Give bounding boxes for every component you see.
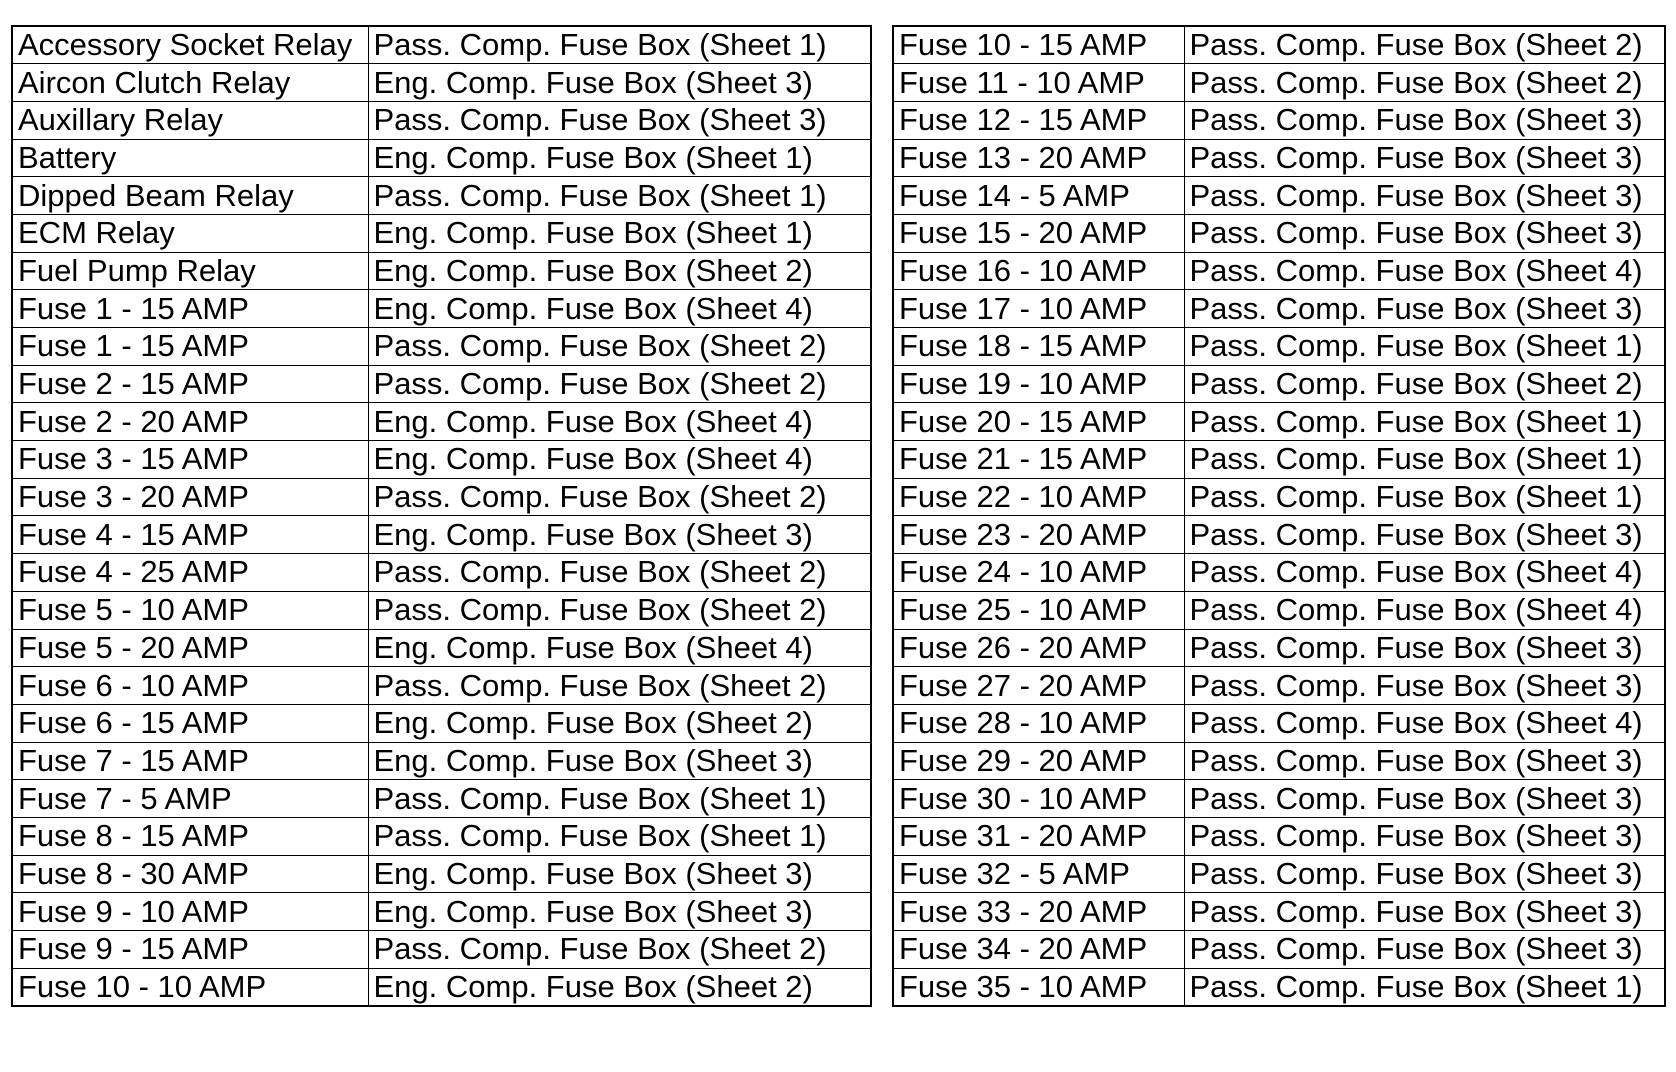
location-cell: Eng. Comp. Fuse Box (Sheet 4) xyxy=(368,290,871,328)
table-row xyxy=(12,855,871,893)
location-cell: Pass. Comp. Fuse Box (Sheet 1) xyxy=(368,177,871,215)
location-cell: Pass. Comp. Fuse Box (Sheet 3) xyxy=(1184,780,1665,818)
location-cell: Eng. Comp. Fuse Box (Sheet 3) xyxy=(368,516,871,554)
component-cell: Fuse 28 - 10 AMP xyxy=(893,704,1184,742)
table-row xyxy=(893,177,1665,215)
component-cell: Fuse 5 - 10 AMP xyxy=(12,591,368,629)
table-row xyxy=(893,101,1665,139)
table-row xyxy=(12,64,871,102)
component-cell: Fuse 1 - 15 AMP xyxy=(12,290,368,328)
location-cell: Pass. Comp. Fuse Box (Sheet 3) xyxy=(1184,139,1665,177)
location-cell: Pass. Comp. Fuse Box (Sheet 3) xyxy=(1184,667,1665,705)
table-row xyxy=(893,403,1665,441)
table-row xyxy=(12,290,871,328)
component-cell: Battery xyxy=(12,139,368,177)
table-row xyxy=(12,629,871,667)
table-row xyxy=(12,968,871,1006)
component-cell: ECM Relay xyxy=(12,214,368,252)
table-row xyxy=(893,667,1665,705)
component-cell: Fuse 11 - 10 AMP xyxy=(893,64,1184,102)
table-row xyxy=(12,214,871,252)
table-row xyxy=(12,441,871,479)
table-row xyxy=(893,26,1665,64)
location-cell: Pass. Comp. Fuse Box (Sheet 3) xyxy=(1184,817,1665,855)
component-cell: Fuse 10 - 15 AMP xyxy=(893,26,1184,64)
component-cell: Fuse 4 - 25 AMP xyxy=(12,554,368,592)
component-cell: Fuse 8 - 30 AMP xyxy=(12,855,368,893)
table-row xyxy=(12,591,871,629)
location-cell: Pass. Comp. Fuse Box (Sheet 4) xyxy=(1184,704,1665,742)
location-cell: Eng. Comp. Fuse Box (Sheet 3) xyxy=(368,742,871,780)
component-cell: Fuse 24 - 10 AMP xyxy=(893,554,1184,592)
location-cell: Eng. Comp. Fuse Box (Sheet 4) xyxy=(368,403,871,441)
location-cell: Pass. Comp. Fuse Box (Sheet 3) xyxy=(1184,214,1665,252)
location-cell: Pass. Comp. Fuse Box (Sheet 1) xyxy=(1184,968,1665,1006)
table-row xyxy=(893,328,1665,366)
location-cell: Eng. Comp. Fuse Box (Sheet 3) xyxy=(368,893,871,931)
component-cell: Fuse 17 - 10 AMP xyxy=(893,290,1184,328)
location-cell: Pass. Comp. Fuse Box (Sheet 3) xyxy=(1184,893,1665,931)
location-cell: Pass. Comp. Fuse Box (Sheet 3) xyxy=(1184,177,1665,215)
location-cell: Pass. Comp. Fuse Box (Sheet 2) xyxy=(368,667,871,705)
fuse-index-table-right xyxy=(892,25,1666,1007)
table-row xyxy=(893,554,1665,592)
location-cell: Pass. Comp. Fuse Box (Sheet 3) xyxy=(1184,101,1665,139)
table-row xyxy=(893,742,1665,780)
table-row xyxy=(12,516,871,554)
component-cell: Fuse 6 - 10 AMP xyxy=(12,667,368,705)
component-cell: Fuse 30 - 10 AMP xyxy=(893,780,1184,818)
location-cell: Pass. Comp. Fuse Box (Sheet 3) xyxy=(1184,931,1665,969)
location-cell: Pass. Comp. Fuse Box (Sheet 4) xyxy=(1184,591,1665,629)
location-cell: Pass. Comp. Fuse Box (Sheet 2) xyxy=(368,931,871,969)
component-cell: Fuse 18 - 15 AMP xyxy=(893,328,1184,366)
table-body xyxy=(893,26,1665,1006)
component-cell: Fuse 9 - 10 AMP xyxy=(12,893,368,931)
location-cell: Eng. Comp. Fuse Box (Sheet 2) xyxy=(368,704,871,742)
location-cell: Pass. Comp. Fuse Box (Sheet 1) xyxy=(1184,328,1665,366)
location-cell: Eng. Comp. Fuse Box (Sheet 1) xyxy=(368,139,871,177)
component-cell: Fuse 26 - 20 AMP xyxy=(893,629,1184,667)
table-row xyxy=(893,516,1665,554)
component-cell: Fuse 10 - 10 AMP xyxy=(12,968,368,1006)
location-cell: Pass. Comp. Fuse Box (Sheet 3) xyxy=(1184,855,1665,893)
component-cell: Fuse 7 - 15 AMP xyxy=(12,742,368,780)
component-cell: Fuse 2 - 20 AMP xyxy=(12,403,368,441)
location-cell: Pass. Comp. Fuse Box (Sheet 2) xyxy=(1184,365,1665,403)
component-cell: Accessory Socket Relay xyxy=(12,26,368,64)
component-cell: Fuse 7 - 5 AMP xyxy=(12,780,368,818)
table-row xyxy=(893,478,1665,516)
component-cell: Fuse 27 - 20 AMP xyxy=(893,667,1184,705)
component-cell: Fuse 15 - 20 AMP xyxy=(893,214,1184,252)
location-cell: Pass. Comp. Fuse Box (Sheet 2) xyxy=(368,554,871,592)
component-cell: Fuse 21 - 15 AMP xyxy=(893,441,1184,479)
location-cell: Pass. Comp. Fuse Box (Sheet 1) xyxy=(1184,441,1665,479)
location-cell: Pass. Comp. Fuse Box (Sheet 2) xyxy=(368,365,871,403)
table-row xyxy=(12,403,871,441)
component-cell: Fuse 9 - 15 AMP xyxy=(12,931,368,969)
location-cell: Pass. Comp. Fuse Box (Sheet 3) xyxy=(1184,629,1665,667)
component-cell: Fuse 33 - 20 AMP xyxy=(893,893,1184,931)
location-cell: Pass. Comp. Fuse Box (Sheet 3) xyxy=(1184,516,1665,554)
table-row xyxy=(12,328,871,366)
table-row xyxy=(893,441,1665,479)
component-cell: Fuse 34 - 20 AMP xyxy=(893,931,1184,969)
component-cell: Fuel Pump Relay xyxy=(12,252,368,290)
location-cell: Pass. Comp. Fuse Box (Sheet 1) xyxy=(368,817,871,855)
location-cell: Pass. Comp. Fuse Box (Sheet 2) xyxy=(368,478,871,516)
component-cell: Fuse 8 - 15 AMP xyxy=(12,817,368,855)
location-cell: Pass. Comp. Fuse Box (Sheet 2) xyxy=(1184,64,1665,102)
table-row xyxy=(893,780,1665,818)
location-cell: Eng. Comp. Fuse Box (Sheet 3) xyxy=(368,855,871,893)
location-cell: Pass. Comp. Fuse Box (Sheet 1) xyxy=(1184,403,1665,441)
component-cell: Fuse 22 - 10 AMP xyxy=(893,478,1184,516)
table-row xyxy=(893,365,1665,403)
table-row xyxy=(12,931,871,969)
location-cell: Pass. Comp. Fuse Box (Sheet 4) xyxy=(1184,252,1665,290)
fuse-index-table-left xyxy=(11,25,872,1007)
location-cell: Pass. Comp. Fuse Box (Sheet 2) xyxy=(1184,26,1665,64)
location-cell: Eng. Comp. Fuse Box (Sheet 4) xyxy=(368,629,871,667)
table-row xyxy=(12,893,871,931)
component-cell: Fuse 14 - 5 AMP xyxy=(893,177,1184,215)
table-row xyxy=(893,64,1665,102)
table-row xyxy=(12,780,871,818)
component-cell: Fuse 1 - 15 AMP xyxy=(12,328,368,366)
component-cell: Fuse 5 - 20 AMP xyxy=(12,629,368,667)
table-row xyxy=(12,667,871,705)
component-cell: Auxillary Relay xyxy=(12,101,368,139)
table-row xyxy=(12,817,871,855)
location-cell: Eng. Comp. Fuse Box (Sheet 2) xyxy=(368,968,871,1006)
component-cell: Fuse 20 - 15 AMP xyxy=(893,403,1184,441)
component-cell: Fuse 25 - 10 AMP xyxy=(893,591,1184,629)
table-row xyxy=(12,478,871,516)
table-row xyxy=(12,139,871,177)
component-cell: Fuse 23 - 20 AMP xyxy=(893,516,1184,554)
location-cell: Pass. Comp. Fuse Box (Sheet 1) xyxy=(368,780,871,818)
table-row xyxy=(893,968,1665,1006)
table-row xyxy=(893,893,1665,931)
component-cell: Fuse 3 - 15 AMP xyxy=(12,441,368,479)
location-cell: Eng. Comp. Fuse Box (Sheet 3) xyxy=(368,64,871,102)
component-cell: Fuse 2 - 15 AMP xyxy=(12,365,368,403)
table-row xyxy=(893,591,1665,629)
location-cell: Eng. Comp. Fuse Box (Sheet 2) xyxy=(368,252,871,290)
location-cell: Pass. Comp. Fuse Box (Sheet 2) xyxy=(368,591,871,629)
component-cell: Fuse 12 - 15 AMP xyxy=(893,101,1184,139)
location-cell: Pass. Comp. Fuse Box (Sheet 3) xyxy=(1184,742,1665,780)
component-cell: Fuse 6 - 15 AMP xyxy=(12,704,368,742)
component-cell: Fuse 19 - 10 AMP xyxy=(893,365,1184,403)
table-row xyxy=(12,252,871,290)
component-cell: Fuse 31 - 20 AMP xyxy=(893,817,1184,855)
table-row xyxy=(893,252,1665,290)
component-cell: Fuse 3 - 20 AMP xyxy=(12,478,368,516)
table-row xyxy=(893,855,1665,893)
location-cell: Pass. Comp. Fuse Box (Sheet 1) xyxy=(1184,478,1665,516)
location-cell: Eng. Comp. Fuse Box (Sheet 4) xyxy=(368,441,871,479)
component-cell: Fuse 4 - 15 AMP xyxy=(12,516,368,554)
component-cell: Dipped Beam Relay xyxy=(12,177,368,215)
component-cell: Fuse 13 - 20 AMP xyxy=(893,139,1184,177)
table-row xyxy=(12,704,871,742)
table-row xyxy=(893,704,1665,742)
component-cell: Aircon Clutch Relay xyxy=(12,64,368,102)
table-row xyxy=(893,290,1665,328)
table-row xyxy=(12,177,871,215)
location-cell: Eng. Comp. Fuse Box (Sheet 1) xyxy=(368,214,871,252)
component-cell: Fuse 32 - 5 AMP xyxy=(893,855,1184,893)
table-row xyxy=(893,139,1665,177)
location-cell: Pass. Comp. Fuse Box (Sheet 2) xyxy=(368,328,871,366)
component-cell: Fuse 29 - 20 AMP xyxy=(893,742,1184,780)
table-row xyxy=(12,742,871,780)
table-row xyxy=(893,817,1665,855)
location-cell: Pass. Comp. Fuse Box (Sheet 3) xyxy=(368,101,871,139)
table-row xyxy=(12,26,871,64)
location-cell: Pass. Comp. Fuse Box (Sheet 3) xyxy=(1184,290,1665,328)
table-body xyxy=(12,26,871,1006)
component-cell: Fuse 16 - 10 AMP xyxy=(893,252,1184,290)
location-cell: Pass. Comp. Fuse Box (Sheet 1) xyxy=(368,26,871,64)
component-cell: Fuse 35 - 10 AMP xyxy=(893,968,1184,1006)
location-cell: Pass. Comp. Fuse Box (Sheet 4) xyxy=(1184,554,1665,592)
table-row xyxy=(893,214,1665,252)
table-row xyxy=(12,554,871,592)
table-row xyxy=(12,365,871,403)
table-row xyxy=(893,931,1665,969)
table-row xyxy=(12,101,871,139)
table-row xyxy=(893,629,1665,667)
